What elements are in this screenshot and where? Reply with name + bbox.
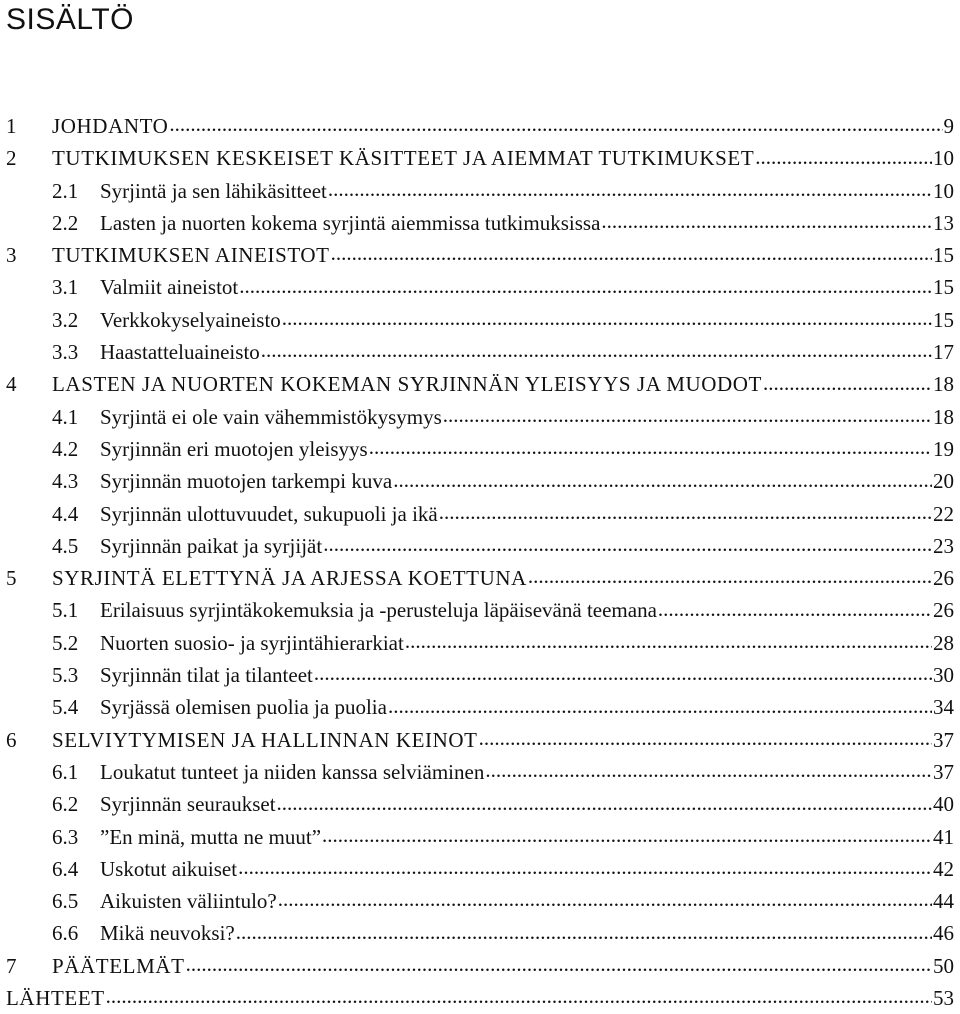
toc-entry-title: Erilaisuus syrjintäkokemuksia ja -perusteluja läpäisevänä teemana (100, 598, 657, 623)
dot-leader (106, 982, 932, 1014)
toc-entry-number: 6 (6, 727, 17, 752)
toc-entry-title: Mikä neuvoksi? (100, 921, 235, 946)
toc-entry-page: 17 (933, 340, 954, 365)
table-of-contents (6, 110, 954, 1014)
dot-leader (755, 142, 932, 174)
toc-entry-title: Loukatut tunteet ja niiden kanssa selviäminen (100, 759, 485, 784)
toc-entry-number: 6.6 (52, 921, 79, 946)
dot-leader (528, 562, 932, 594)
dot-leader (479, 724, 932, 756)
toc-entry-title: PÄÄTELMÄT (52, 953, 185, 978)
dot-leader (261, 336, 932, 368)
toc-entry-title: Syrjinnän seuraukset (100, 792, 276, 817)
toc-entry-title: Nuorten suosio- ja syrjintähierarkiat (100, 630, 404, 655)
toc-entry-title: ”En minä, mutta ne muut” (100, 824, 322, 849)
toc-entry-page: 40 (933, 792, 954, 817)
dot-leader (328, 175, 932, 207)
toc-entry-number: 4.3 (52, 469, 79, 494)
toc-entry[interactable] (6, 304, 954, 336)
toc-entry-title: TUTKIMUKSEN KESKEISET KÄSITTEET JA AIEMMAT TUTKIMUKSET (52, 146, 755, 171)
dot-leader (278, 885, 932, 917)
toc-entry-page: 26 (933, 566, 954, 591)
toc-entry[interactable] (6, 336, 954, 368)
toc-entry-page: 13 (933, 210, 954, 235)
dot-leader (405, 627, 932, 659)
toc-entry-number: 4 (6, 372, 17, 397)
toc-entry-number: 6.2 (52, 792, 79, 817)
toc-entry-number: 6.4 (52, 856, 79, 881)
toc-entry-number: 2 (6, 146, 17, 171)
toc-entry-page: 30 (933, 663, 954, 688)
toc-entry-page: 50 (933, 953, 954, 978)
dot-leader (388, 691, 932, 723)
toc-entry-number: 6.3 (52, 824, 79, 849)
toc-entry-page: 10 (933, 146, 954, 171)
toc-entry[interactable] (6, 788, 954, 820)
toc-entry-title: Lasten ja nuorten kokema syrjintä aiemmissa tutkimuksissa (100, 210, 601, 235)
toc-entry[interactable] (6, 401, 954, 433)
toc-entry-page: 15 (933, 243, 954, 268)
toc-entry-page: 15 (933, 307, 954, 332)
toc-entry-number: 7 (6, 953, 17, 978)
dot-leader (393, 465, 932, 497)
toc-entry[interactable] (6, 853, 954, 885)
toc-entry[interactable] (6, 982, 954, 1014)
toc-entry-page: 23 (933, 533, 954, 558)
dot-leader (277, 788, 932, 820)
toc-entry-number: 3.1 (52, 275, 79, 300)
toc-entry-page: 18 (933, 404, 954, 429)
dot-leader (369, 433, 932, 465)
toc-entry-title: Syrjintä ja sen lähikäsitteet (100, 178, 327, 203)
toc-entry-page: 37 (933, 727, 954, 752)
toc-entry[interactable] (6, 724, 954, 756)
toc-entry-page: 18 (933, 372, 954, 397)
dot-leader (443, 401, 932, 433)
toc-entry[interactable] (6, 465, 954, 497)
toc-entry-page: 22 (933, 501, 954, 526)
toc-entry-title: Syrjinnän ulottuvuudet, sukupuoli ja ikä (100, 501, 438, 526)
dot-leader (282, 304, 932, 336)
dot-leader (331, 239, 932, 271)
dot-leader (323, 530, 932, 562)
toc-entry-title: LASTEN JA NUORTEN KOKEMAN SYRJINNÄN YLEISYYS JA MUODOT (52, 372, 762, 397)
toc-entry-number: 6.1 (52, 759, 79, 784)
toc-entry[interactable] (6, 110, 954, 142)
toc-entry-number: 4.4 (52, 501, 79, 526)
toc-entry-number: 2.2 (52, 210, 79, 235)
toc-entry-title: SYRJINTÄ ELETTYNÄ JA ARJESSA KOETTUNA (52, 566, 527, 591)
toc-entry-number: 3 (6, 243, 17, 268)
dot-leader (601, 207, 932, 239)
toc-entry-page: 53 (933, 986, 954, 1011)
toc-entry-number: 2.1 (52, 178, 79, 203)
toc-entry-page: 41 (933, 824, 954, 849)
toc-entry[interactable] (6, 175, 954, 207)
toc-entry[interactable] (6, 498, 954, 530)
toc-entry-number: 5.3 (52, 663, 79, 688)
dot-leader (314, 659, 932, 691)
dot-leader (186, 950, 932, 982)
toc-entry-page: 10 (933, 178, 954, 203)
toc-entry[interactable] (6, 659, 954, 691)
toc-entry-title: Aikuisten väliintulo? (100, 889, 277, 914)
dot-leader (169, 110, 942, 142)
toc-entry-number: 1 (6, 114, 17, 138)
dot-leader (238, 853, 932, 885)
toc-entry[interactable] (6, 239, 954, 271)
toc-entry[interactable] (6, 207, 954, 239)
toc-entry-number: 5.2 (52, 630, 79, 655)
toc-entry[interactable] (6, 885, 954, 917)
toc-entry-number: 5.1 (52, 598, 79, 623)
toc-entry-page: 37 (933, 759, 954, 784)
dot-leader (658, 594, 932, 626)
toc-entry[interactable] (6, 562, 954, 594)
toc-entry-title: Verkkokyselyaineisto (100, 307, 281, 332)
toc-entry-number: 6.5 (52, 889, 79, 914)
toc-entry-page: 42 (933, 856, 954, 881)
toc-entry[interactable] (6, 433, 954, 465)
dot-leader (322, 821, 932, 853)
toc-entry[interactable] (6, 368, 954, 400)
toc-entry-page: 19 (933, 436, 954, 461)
page-title: SISÄLTÖ (6, 3, 134, 36)
toc-entry-page: 15 (933, 275, 954, 300)
toc-entry[interactable] (6, 142, 954, 174)
toc-entry[interactable] (6, 627, 954, 659)
toc-entry-number: 5.4 (52, 695, 79, 720)
toc-entry[interactable] (6, 950, 954, 982)
toc-entry-title: Syrjinnän eri muotojen yleisyys (100, 436, 368, 461)
toc-entry-title: Uskotut aikuiset (100, 856, 238, 881)
toc-entry-page: 44 (933, 889, 954, 914)
toc-entry-title: Haastatteluaineisto (100, 340, 260, 365)
toc-entry-number: 4.2 (52, 436, 79, 461)
toc-entry-number: 3.2 (52, 307, 79, 332)
toc-entry[interactable] (6, 756, 954, 788)
toc-entry-page: 9 (943, 114, 954, 138)
dot-leader (236, 917, 932, 949)
dot-leader (763, 368, 932, 400)
toc-entry[interactable] (6, 530, 954, 562)
dot-leader (239, 271, 932, 303)
toc-entry-title: SELVIYTYMISEN JA HALLINNAN KEINOT (52, 727, 478, 752)
toc-entry-number: 3.3 (52, 340, 79, 365)
toc-entry-number: 4.5 (52, 533, 79, 558)
toc-entry-title: Valmiit aineistot (100, 275, 239, 300)
dot-leader (439, 498, 932, 530)
toc-entry-number: 4.1 (52, 404, 79, 429)
toc-entry-page: 34 (933, 695, 954, 720)
toc-entry-title: Syrjässä olemisen puolia ja puolia (100, 695, 387, 720)
toc-entry-title: Syrjinnän paikat ja syrjijät (100, 533, 323, 558)
toc-entry-title: Syrjintä ei ole vain vähemmistökysymys (100, 404, 442, 429)
toc-entry[interactable] (6, 271, 954, 303)
toc-entry-page: 20 (933, 469, 954, 494)
toc-entry[interactable] (6, 594, 954, 626)
toc-entry-number: 5 (6, 566, 17, 591)
toc-entry-title: JOHDANTO (52, 114, 169, 138)
toc-entry[interactable] (6, 691, 954, 723)
toc-entry-title: Syrjinnän muotojen tarkempi kuva (100, 469, 393, 494)
toc-entry-title: TUTKIMUKSEN AINEISTOT (52, 243, 330, 268)
toc-entry-title: Syrjinnän tilat ja tilanteet (100, 663, 313, 688)
toc-entry-page: 26 (933, 598, 954, 623)
toc-entry[interactable] (6, 821, 954, 853)
toc-entry-page: 28 (933, 630, 954, 655)
toc-entry[interactable] (6, 917, 954, 949)
dot-leader (485, 756, 932, 788)
toc-entry-page: 46 (933, 921, 954, 946)
toc-entry-title: LÄHTEET (6, 986, 105, 1011)
